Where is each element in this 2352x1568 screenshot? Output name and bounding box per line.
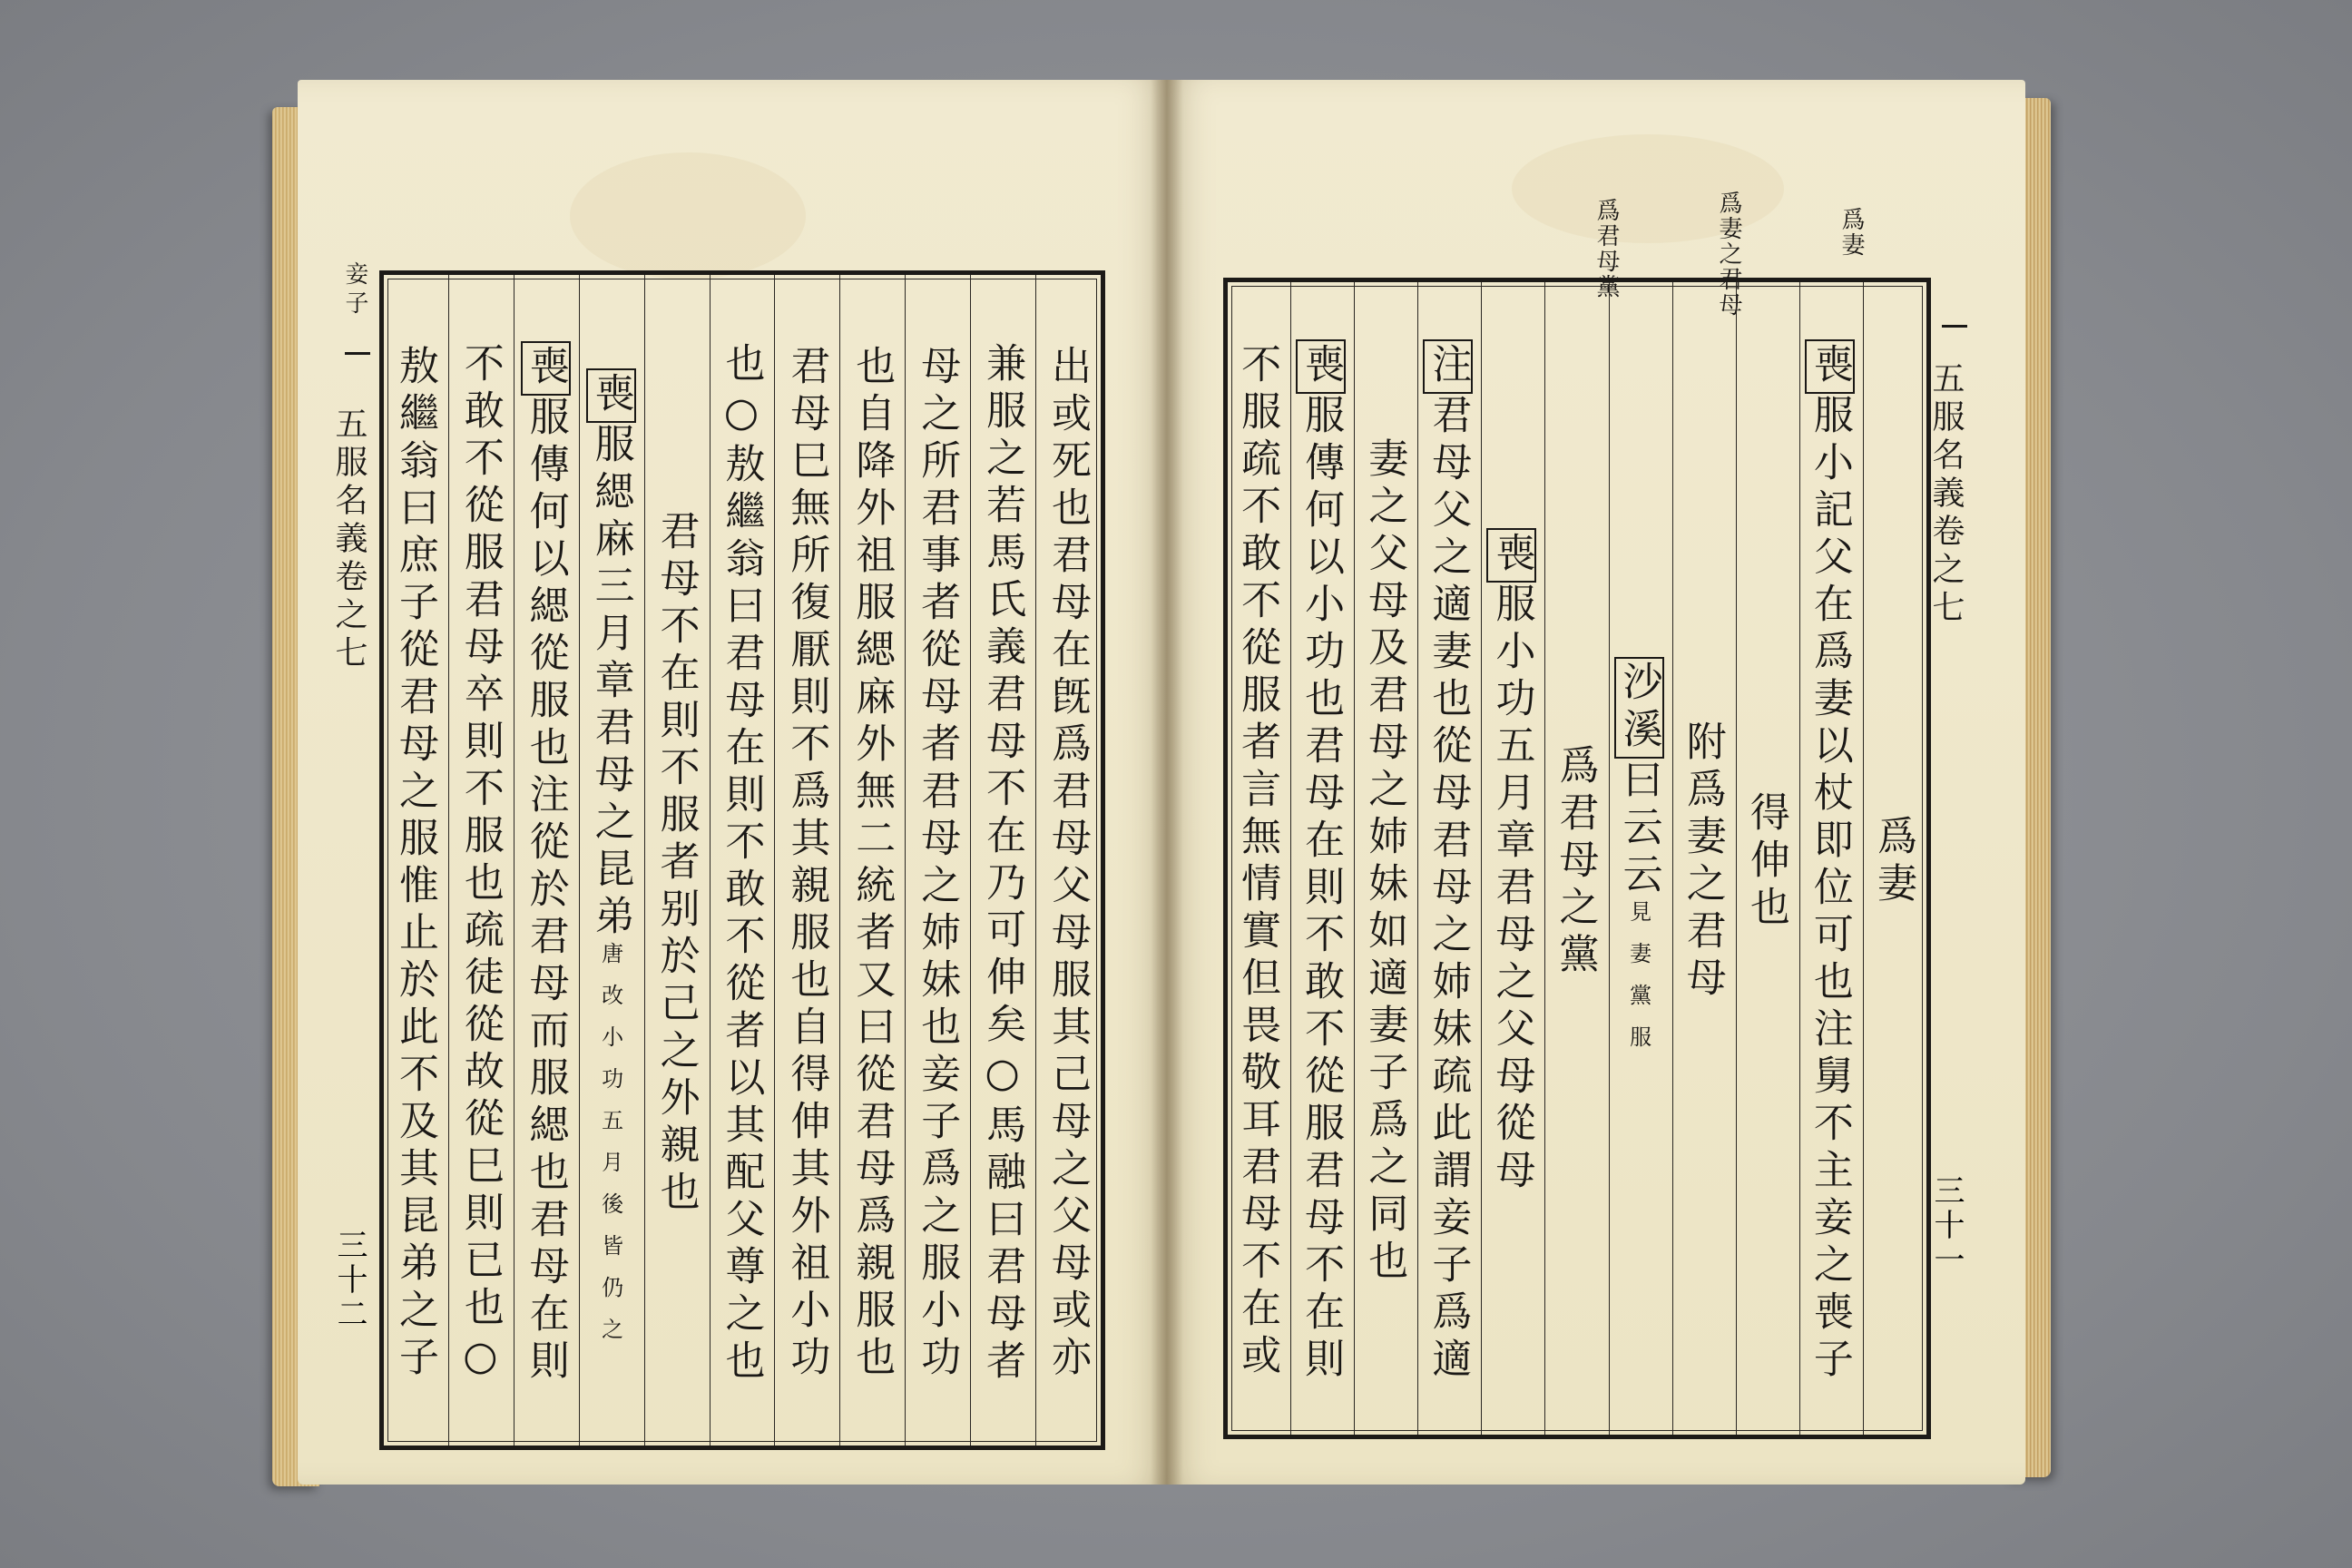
- boxed-label: 喪: [1296, 339, 1346, 394]
- right-column-text: [1673, 299, 1736, 1426]
- column-body: 也○敖繼翁曰君母在則不敢不從者以其配父尊之也: [718, 341, 765, 1387]
- right-column: [1228, 282, 1290, 1435]
- left-header-note: 妾子: [341, 261, 368, 319]
- right-column-text: [1228, 299, 1290, 1426]
- left-column-text: [840, 291, 905, 1436]
- column-body: 得伸也: [1742, 791, 1789, 933]
- boxed-label: 喪: [586, 368, 636, 423]
- right-columns: [1228, 282, 1926, 1435]
- right-column-text: [1545, 299, 1608, 1426]
- left-column-text: [514, 291, 579, 1436]
- right-column: [1736, 282, 1799, 1435]
- left-fore-edge: [330, 261, 372, 1441]
- column-body: 服傳何以緦從服也注從於君母而服緦也君母在則: [522, 396, 569, 1387]
- column-body: 附爲妻之君母: [1679, 720, 1726, 1004]
- column-body: 出或死也君母在旣爲君母父母服其己母之父母或亦: [1044, 345, 1091, 1383]
- open-book: [272, 80, 2051, 1500]
- column-body: 君母不在則不服者别於己之外親也: [652, 510, 700, 1218]
- left-column: [710, 275, 775, 1446]
- column-body: 不服疏不敢不從服者言無情實但畏敬耳君母不在或: [1234, 343, 1281, 1381]
- book-gutter: [1151, 80, 1183, 1485]
- right-page: [1167, 80, 2025, 1485]
- column-body: 不敢不從服君母卒則不服也疏徒從故從巳則已也○: [456, 341, 504, 1387]
- right-column: [1417, 282, 1481, 1435]
- left-column-text: [580, 291, 644, 1436]
- right-column-text: [1291, 299, 1354, 1426]
- column-body: 君母巳無所復厭則不爲其親服也自得伸其外祖小功: [783, 345, 830, 1383]
- boxed-label: 喪: [1805, 339, 1855, 394]
- left-column: [448, 275, 514, 1446]
- left-column: [839, 275, 905, 1446]
- left-column-text: [1036, 291, 1101, 1436]
- fish-tail-mark: [1942, 325, 1967, 346]
- column-body: 也自降外祖服緦麻外無二統者又曰從君母爲親服也: [848, 345, 896, 1383]
- boxed-label: 注: [1423, 339, 1473, 394]
- right-column: [1354, 282, 1417, 1435]
- left-column: [970, 275, 1035, 1446]
- small-annotation: 見妻黨服: [1625, 900, 1651, 1067]
- column-body: 母之所君事者從母者君母之姉妹也妾子爲之服小功: [914, 345, 961, 1383]
- left-page: [298, 80, 1167, 1485]
- right-fore-edge: [1927, 270, 1969, 1441]
- right-column-text: [1864, 299, 1926, 1426]
- left-column: [579, 275, 644, 1446]
- left-column-text: [449, 291, 514, 1436]
- fish-tail-mark: [345, 352, 370, 373]
- column-body: 君母父之適妻也從母君母之姉妹疏此謂妾子爲適: [1425, 394, 1472, 1385]
- column-body: 爲君母之黨: [1552, 744, 1599, 980]
- left-column-text: [906, 291, 970, 1436]
- column-body: 服小記父在爲妻以杖即位可也注舅不主妾之喪子: [1806, 394, 1853, 1385]
- left-column-text: [971, 291, 1035, 1436]
- boxed-label: 喪: [1486, 528, 1536, 583]
- left-columns: [384, 275, 1101, 1446]
- left-column: [774, 275, 839, 1446]
- left-column: [514, 275, 579, 1446]
- left-column-text: [710, 291, 775, 1436]
- right-column: [1290, 282, 1354, 1435]
- right-column-text: [1737, 299, 1799, 1426]
- paper-stain: [1512, 134, 1784, 243]
- left-column-text: [645, 291, 710, 1436]
- right-column: [1672, 282, 1736, 1435]
- margin-note-2: 爲妻之君母: [1715, 191, 1742, 318]
- left-fore-edge-title: 五服名義卷之七: [330, 407, 368, 673]
- column-body: 服小功五月章君母之父母從母: [1488, 583, 1535, 1196]
- right-column-text: [1418, 299, 1481, 1426]
- boxed-label: 沙溪: [1614, 657, 1664, 759]
- right-column-text: [1355, 299, 1417, 1426]
- column-body: 妻之父母及君母之姉妹如適妻子爲之同也: [1361, 437, 1408, 1287]
- left-column: [644, 275, 710, 1446]
- right-column-text: [1800, 299, 1863, 1426]
- small-annotation: 唐改小功五月後皆仍之: [597, 942, 623, 1359]
- right-column-text: [1482, 299, 1544, 1426]
- right-column: [1799, 282, 1863, 1435]
- right-column: [1544, 282, 1608, 1435]
- left-column: [384, 275, 448, 1446]
- column-body: 兼服之若馬氏義君母不在乃可伸矣○馬融曰君母者: [979, 341, 1026, 1387]
- left-column-text: [775, 291, 839, 1436]
- right-column: [1481, 282, 1544, 1435]
- column-body: 服傳何以小功也君母在則不敢不從服君母不在則: [1298, 394, 1345, 1385]
- left-column: [905, 275, 970, 1446]
- left-column-text: [384, 291, 448, 1436]
- right-column: [1863, 282, 1926, 1435]
- column-body: 曰云云: [1615, 759, 1662, 900]
- right-fore-edge-title: 五服名義卷之七: [1927, 361, 1965, 628]
- margin-note-3: 爲君母黨: [1592, 198, 1620, 299]
- paper-stain: [570, 152, 806, 279]
- right-text-frame: [1223, 278, 1931, 1439]
- left-page-number: 三十二: [331, 1229, 368, 1332]
- margin-note-1: 爲妻: [1838, 207, 1865, 258]
- column-body: 服緦麻三月章君母之昆弟: [587, 423, 634, 942]
- column-body: 爲妻: [1870, 815, 1916, 909]
- column-body: 敖繼翁曰庶子從君母之服惟止於此不及其昆弟之子: [391, 345, 438, 1383]
- right-column: [1609, 282, 1672, 1435]
- right-column-text: [1610, 299, 1672, 1426]
- left-text-frame: [379, 270, 1105, 1450]
- right-page-number: 三十一: [1928, 1174, 1965, 1278]
- boxed-label: 喪: [521, 341, 571, 396]
- left-column: [1035, 275, 1101, 1446]
